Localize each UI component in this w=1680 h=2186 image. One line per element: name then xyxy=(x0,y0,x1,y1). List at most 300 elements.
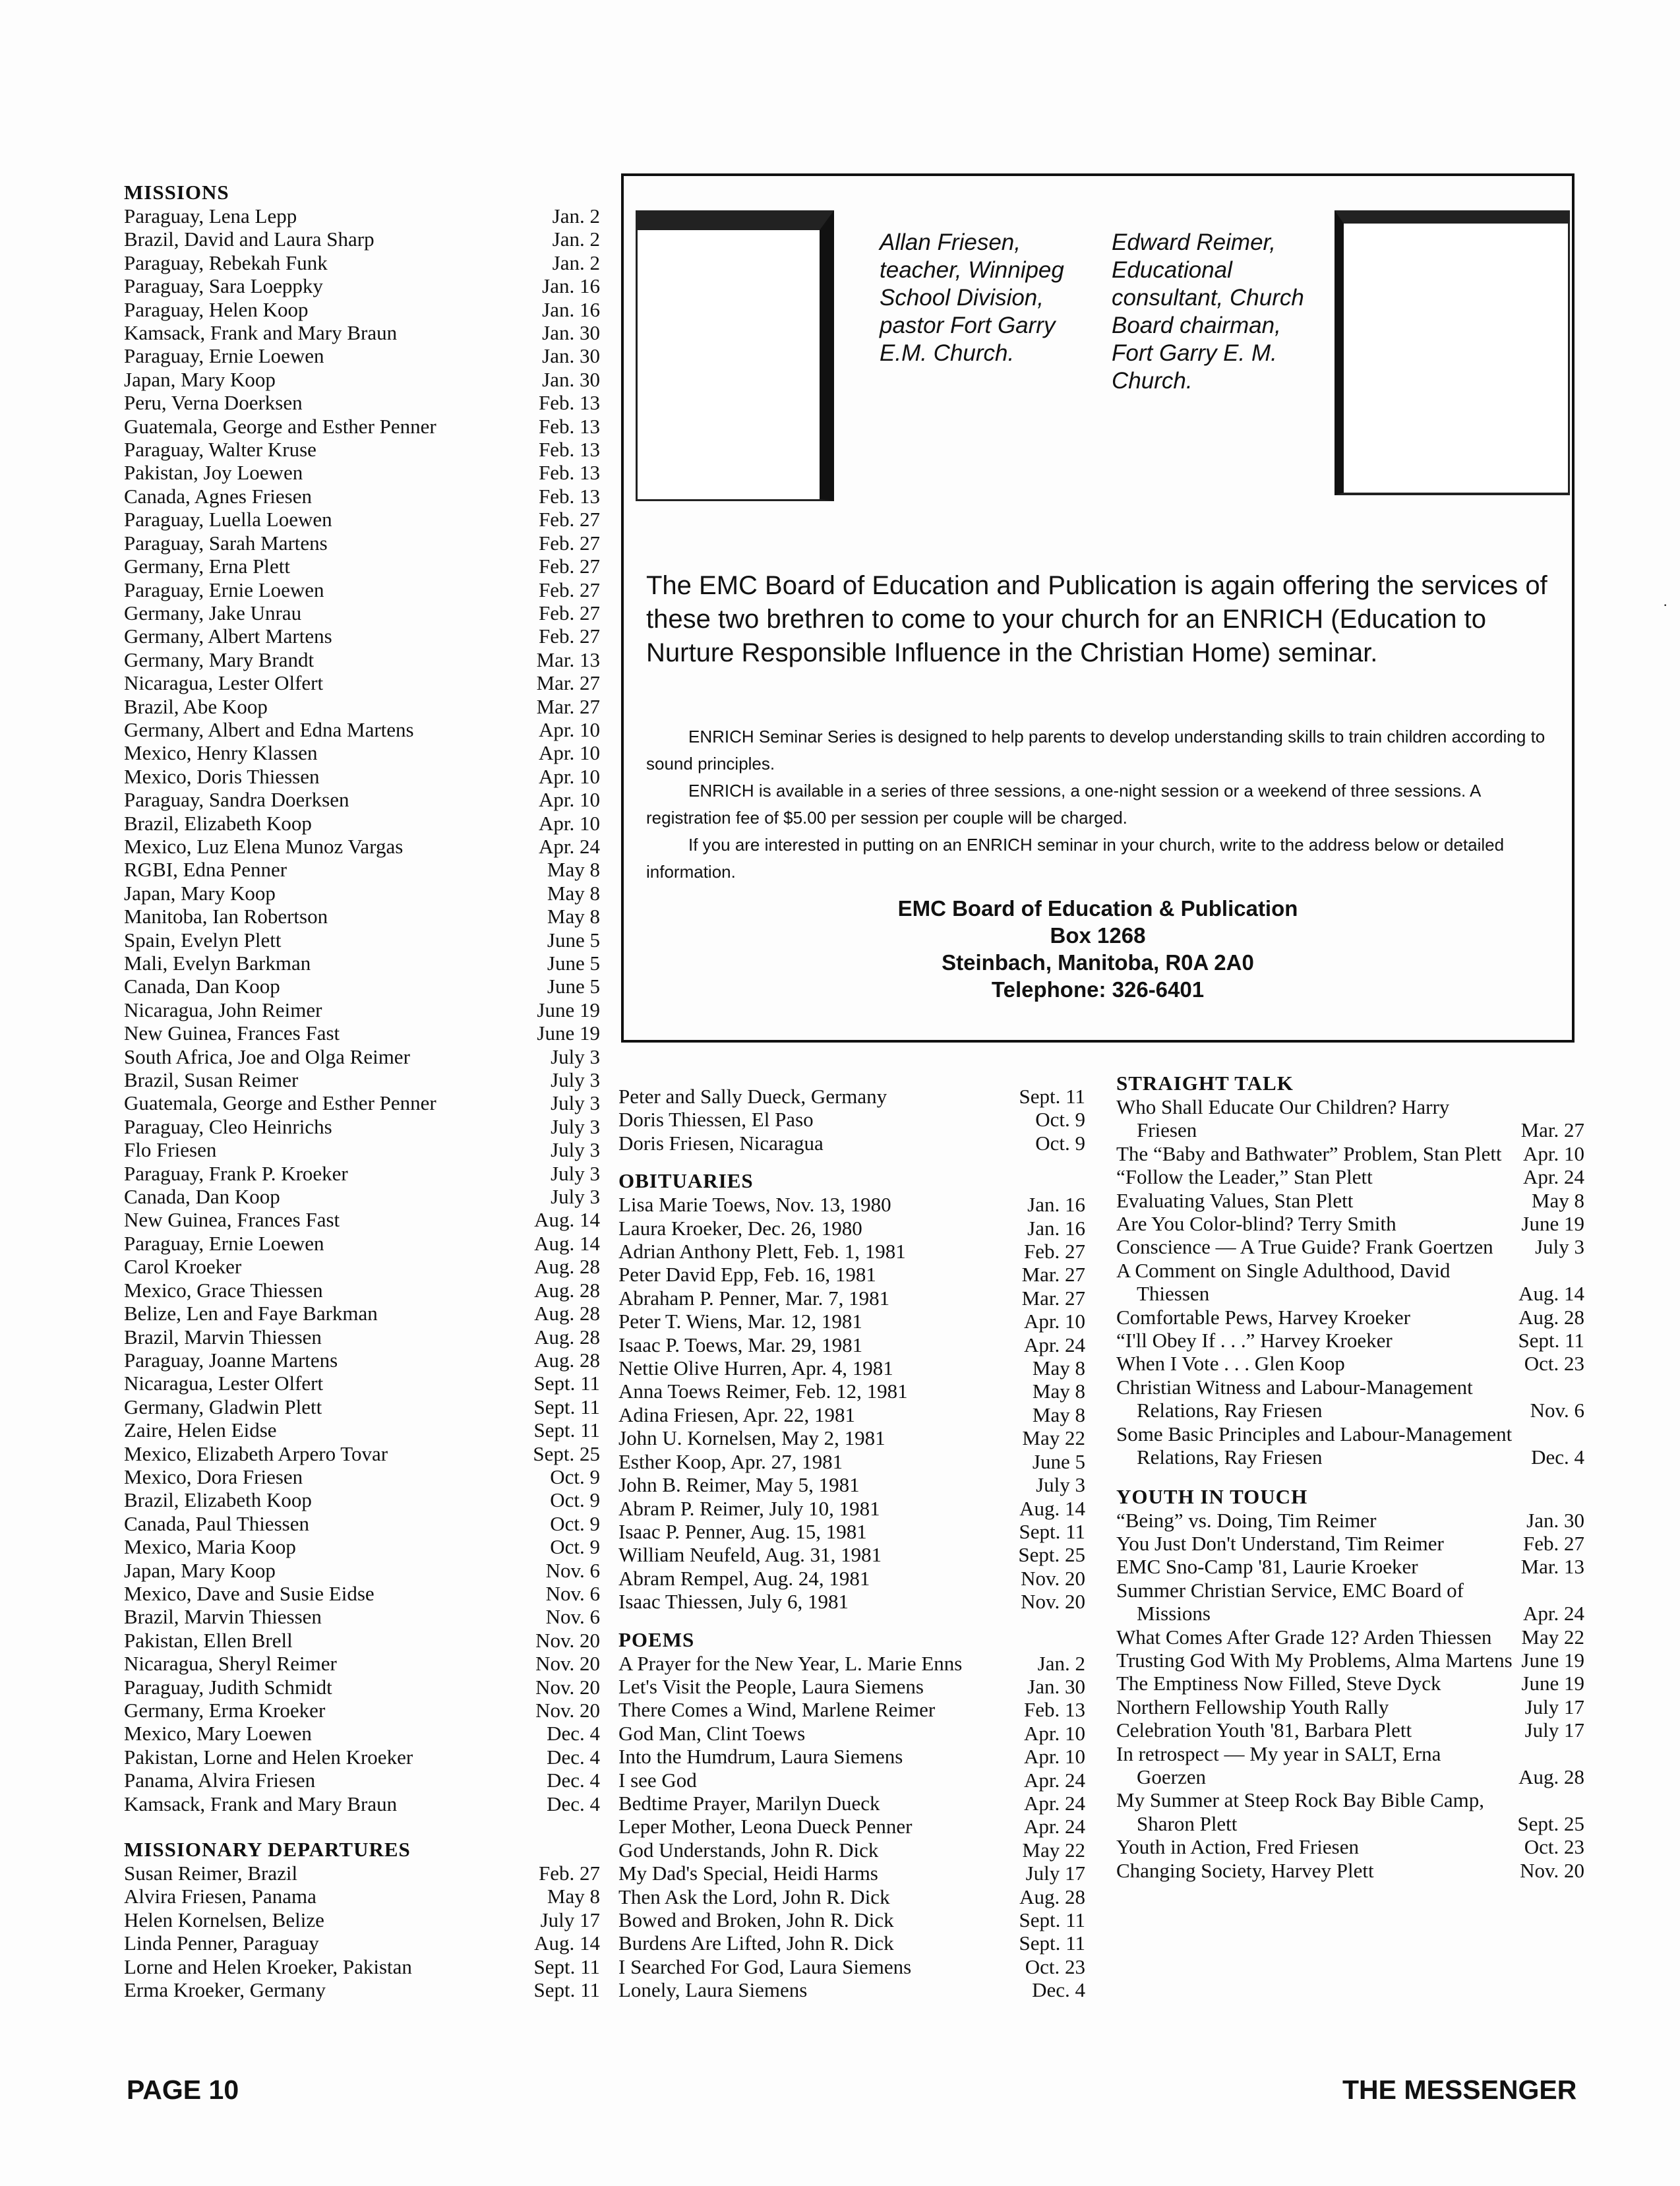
item-date: Jan. 30 xyxy=(542,344,600,368)
item-date: Dec. 4 xyxy=(547,1745,600,1769)
item-date: Apr. 24 xyxy=(1024,1815,1085,1838)
item-date: Apr. 10 xyxy=(539,811,600,835)
item-date: Feb. 27 xyxy=(1024,1240,1085,1263)
item-title: Kamsack, Frank and Mary Braun xyxy=(124,1792,398,1815)
list-item xyxy=(124,391,600,414)
item-date: Apr. 10 xyxy=(539,788,600,812)
item-title: Pakistan, Lorne and Helen Kroeker xyxy=(124,1745,413,1769)
list-item xyxy=(618,1567,1085,1590)
item-title: Japan, Mary Koop xyxy=(124,1558,276,1582)
item-date: Feb. 27 xyxy=(539,578,600,601)
item-date: June 19 xyxy=(1521,1212,1584,1236)
item-title: Paraguay, Ernie Loewen xyxy=(124,344,324,368)
item-date: June 19 xyxy=(537,998,600,1021)
item-date: Apr. 10 xyxy=(1024,1745,1085,1769)
item-date: Nov. 6 xyxy=(545,1605,600,1629)
list-item xyxy=(124,1559,600,1582)
list-item xyxy=(618,1955,1085,1978)
item-date: May 22 xyxy=(1022,1426,1085,1450)
item-date: July 17 xyxy=(540,1908,600,1931)
list-item xyxy=(124,1769,600,1792)
list-item xyxy=(124,204,600,228)
list-item xyxy=(124,975,600,998)
item-title: New Guinea, Frances Fast xyxy=(124,1021,340,1045)
item-title: Anna Toews Reimer, Feb. 12, 1981 xyxy=(618,1380,908,1403)
item-date: Aug. 14 xyxy=(534,1931,600,1955)
item-title: Paraguay, Frank P. Kroeker xyxy=(124,1161,348,1185)
item-date: Nov. 6 xyxy=(545,1581,600,1605)
photo-edward-reimer xyxy=(1335,210,1570,495)
item-title: South Africa, Joe and Olga Reimer xyxy=(124,1045,410,1068)
item-date: Mar. 13 xyxy=(536,648,600,671)
item-title: Mexico, Dora Friesen xyxy=(124,1465,303,1488)
item-date: Feb. 27 xyxy=(539,1862,600,1885)
obituaries-list xyxy=(618,1193,1085,1613)
list-item xyxy=(618,1217,1085,1240)
item-date: Nov. 20 xyxy=(535,1628,600,1652)
left-column xyxy=(124,181,600,2001)
departures-continued-list xyxy=(618,1085,1085,1155)
item-date: Feb. 13 xyxy=(539,438,600,462)
list-item xyxy=(1116,1259,1584,1306)
item-title: Mexico, Henry Klassen xyxy=(124,741,318,765)
list-item xyxy=(124,1138,600,1161)
list-item xyxy=(124,1068,600,1091)
item-title: Mexico, Grace Thiessen xyxy=(124,1278,323,1302)
list-item xyxy=(124,1652,600,1675)
list-item xyxy=(124,1021,600,1045)
list-item xyxy=(124,648,600,671)
item-date: Aug. 28 xyxy=(534,1302,600,1325)
item-title: Germany, Mary Brandt xyxy=(124,648,315,671)
item-date: Apr. 24 xyxy=(1024,1768,1085,1792)
item-date: Sept. 11 xyxy=(533,1372,600,1395)
caption-allan-friesen: Allan Friesen, teacher, Winnipeg School Division, pastor Fort Garry E.M. Church. xyxy=(880,229,1064,366)
item-title: Erma Kroeker, Germany xyxy=(124,1978,326,2002)
list-item xyxy=(618,1426,1085,1449)
item-title: Mexico, Luz Elena Munoz Vargas xyxy=(124,834,404,858)
item-title: Youth in Action, Fred Friesen xyxy=(1116,1835,1360,1859)
list-item xyxy=(124,1862,600,1885)
item-date: Sept. 11 xyxy=(533,1395,600,1418)
item-title: Manitoba, Ian Robertson xyxy=(124,905,328,928)
list-item xyxy=(618,1838,1085,1862)
item-date: June 19 xyxy=(1521,1672,1584,1695)
item-date: Aug. 14 xyxy=(1019,1496,1085,1520)
item-date: June 5 xyxy=(547,975,600,998)
youth-heading: YOUTH IN TOUCH xyxy=(1116,1484,1308,1508)
list-item xyxy=(124,461,600,484)
list-item xyxy=(618,1543,1085,1566)
item-title: Who Shall Educate Our Children? Harry Friesen xyxy=(1116,1095,1450,1142)
item-title: Mali, Evelyn Barkman xyxy=(124,952,311,975)
list-item xyxy=(1116,1695,1584,1718)
item-date: Feb. 13 xyxy=(539,414,600,438)
item-date: July 17 xyxy=(1025,1862,1085,1885)
missions-list xyxy=(124,204,600,1815)
item-date: May 8 xyxy=(547,905,600,928)
ad-para-3: If you are interested in putting on an ENRICH seminar in your church, write to the address below or detailed information. xyxy=(646,835,1505,882)
item-title: Laura Kroeker, Dec. 26, 1980 xyxy=(618,1216,862,1240)
item-title: Flo Friesen xyxy=(124,1138,217,1162)
list-item xyxy=(124,741,600,764)
item-title: Mexico, Elizabeth Arpero Tovar xyxy=(124,1442,388,1465)
item-date: Jan. 2 xyxy=(552,204,600,228)
item-title: God Man, Clint Toews xyxy=(618,1721,806,1745)
item-title: My Summer at Steep Rock Bay Bible Camp, Sharon Plett xyxy=(1116,1788,1484,1835)
list-item xyxy=(124,344,600,367)
list-item xyxy=(124,368,600,391)
list-item xyxy=(124,952,600,975)
list-item xyxy=(124,1582,600,1605)
list-item xyxy=(618,1931,1085,1955)
list-item xyxy=(124,1722,600,1745)
list-item xyxy=(124,1418,600,1442)
item-date: Sept. 11 xyxy=(533,1418,600,1442)
item-date: Apr. 10 xyxy=(1523,1141,1584,1165)
item-date: June 19 xyxy=(537,1021,600,1045)
item-title: Nettie Olive Hurren, Apr. 4, 1981 xyxy=(618,1356,893,1380)
item-date: July 3 xyxy=(551,1138,600,1162)
list-item xyxy=(124,438,600,461)
item-date: Aug. 28 xyxy=(1518,1765,1584,1788)
item-title: Nicaragua, Sheryl Reimer xyxy=(124,1652,337,1676)
item-title: There Comes a Wind, Marlene Reimer xyxy=(618,1698,936,1722)
item-title: John B. Reimer, May 5, 1981 xyxy=(618,1473,860,1497)
list-item xyxy=(1116,1165,1584,1188)
list-item xyxy=(124,1208,600,1231)
item-date: May 8 xyxy=(1032,1356,1085,1380)
item-title: Paraguay, Lena Lepp xyxy=(124,204,297,228)
item-title: Peter and Sally Dueck, Germany xyxy=(618,1085,887,1108)
list-item xyxy=(618,1333,1085,1356)
list-item xyxy=(618,1862,1085,1885)
list-item xyxy=(124,1372,600,1395)
item-title: Trusting God With My Problems, Alma Martens xyxy=(1116,1648,1513,1672)
item-date: July 3 xyxy=(1535,1235,1584,1259)
right-column xyxy=(1116,1072,1584,1882)
item-title: Germany, Albert and Edna Martens xyxy=(124,717,414,741)
list-item xyxy=(618,1675,1085,1698)
item-date: Aug. 28 xyxy=(534,1255,600,1279)
item-title: Mexico, Dave and Susie Eidse xyxy=(124,1581,375,1605)
item-date: Apr. 10 xyxy=(1024,1721,1085,1745)
list-item xyxy=(618,1132,1085,1155)
item-date: Oct. 9 xyxy=(550,1535,600,1559)
list-item xyxy=(618,1885,1085,1908)
item-date: Dec. 4 xyxy=(547,1792,600,1815)
item-title: What Comes After Grade 12? Arden Thiessen xyxy=(1116,1625,1492,1649)
list-item xyxy=(124,1395,600,1418)
item-title: The Emptiness Now Filled, Steve Dyck xyxy=(1116,1672,1441,1695)
list-item xyxy=(124,228,600,251)
list-item xyxy=(618,1240,1085,1263)
list-item xyxy=(124,321,600,344)
item-title: Peru, Verna Doerksen xyxy=(124,391,303,415)
item-title: Christian Witness and Labour-Management Relations, Ray Friesen xyxy=(1116,1375,1473,1422)
item-date: Aug. 14 xyxy=(534,1231,600,1255)
item-date: Apr. 10 xyxy=(539,764,600,788)
item-title: Peter David Epp, Feb. 16, 1981 xyxy=(618,1263,876,1287)
item-title: In retrospect — My year in SALT, Erna Goerzen xyxy=(1116,1742,1441,1788)
item-title: Bedtime Prayer, Marilyn Dueck xyxy=(618,1791,880,1815)
item-title: The “Baby and Bathwater” Problem, Stan Plett xyxy=(1116,1141,1502,1165)
item-title: Doris Thiessen, El Paso xyxy=(618,1108,814,1132)
item-title: Helen Kornelsen, Belize xyxy=(124,1908,324,1931)
item-date: July 3 xyxy=(1036,1473,1085,1497)
item-title: Paraguay, Sara Loeppky xyxy=(124,274,323,298)
item-date: Mar. 27 xyxy=(1021,1263,1085,1287)
list-item xyxy=(124,765,600,788)
item-date: July 3 xyxy=(551,1091,600,1115)
list-item xyxy=(618,1085,1085,1108)
item-date: Oct. 9 xyxy=(1035,1131,1085,1155)
item-title: Summer Christian Service, EMC Board of Missions xyxy=(1116,1578,1464,1625)
list-item xyxy=(1116,1235,1584,1258)
list-item xyxy=(124,1232,600,1255)
list-item xyxy=(1116,1509,1584,1532)
list-item xyxy=(124,1325,600,1349)
item-date: Sept. 25 xyxy=(1517,1811,1584,1835)
item-date: June 5 xyxy=(1032,1449,1085,1473)
addr-line-3: Steinbach, Manitoba, R0A 2A0 xyxy=(942,950,1254,975)
item-date: Sept. 25 xyxy=(1018,1543,1085,1567)
list-item xyxy=(1116,1532,1584,1555)
item-date: Feb. 27 xyxy=(539,555,600,578)
item-date: Aug. 28 xyxy=(534,1348,600,1372)
item-title: Northern Fellowship Youth Rally xyxy=(1116,1695,1389,1718)
item-date: Feb. 27 xyxy=(539,601,600,624)
item-title: Canada, Paul Thiessen xyxy=(124,1511,309,1535)
item-date: Nov. 6 xyxy=(1530,1399,1584,1422)
item-title: Brazil, Abe Koop xyxy=(124,694,268,718)
item-title: When I Vote . . . Glen Koop xyxy=(1116,1352,1345,1376)
item-title: Abram Rempel, Aug. 24, 1981 xyxy=(618,1566,870,1590)
item-date: Dec. 4 xyxy=(547,1722,600,1746)
item-title: Paraguay, Walter Kruse xyxy=(124,438,316,462)
item-date: July 3 xyxy=(551,1045,600,1068)
item-date: Sept. 11 xyxy=(1019,1085,1085,1108)
list-item xyxy=(124,1512,600,1535)
list-item xyxy=(124,1465,600,1488)
list-item xyxy=(618,1310,1085,1333)
list-item xyxy=(124,1302,600,1325)
item-title: Panama, Alvira Friesen xyxy=(124,1769,316,1792)
list-item xyxy=(124,1115,600,1138)
item-date: Nov. 20 xyxy=(1021,1590,1085,1614)
obituaries-heading: OBITUARIES xyxy=(618,1169,754,1193)
item-date: Apr. 24 xyxy=(1024,1791,1085,1815)
list-item xyxy=(618,1356,1085,1380)
list-item xyxy=(618,1745,1085,1768)
item-date: Aug. 28 xyxy=(1518,1305,1584,1329)
list-item xyxy=(124,858,600,881)
list-item xyxy=(618,1769,1085,1792)
middle-column xyxy=(618,1085,1085,2002)
list-item xyxy=(1116,1352,1584,1375)
item-title: Alvira Friesen, Panama xyxy=(124,1885,316,1908)
item-date: Aug. 28 xyxy=(534,1278,600,1302)
straight-talk-list xyxy=(1116,1095,1584,1469)
list-item xyxy=(124,905,600,928)
list-item xyxy=(124,812,600,835)
item-title: Paraguay, Helen Koop xyxy=(124,297,309,321)
list-item xyxy=(124,485,600,508)
item-title: I Searched For God, Laura Siemens xyxy=(618,1955,912,1978)
list-item xyxy=(124,788,600,811)
item-title: Lisa Marie Toews, Nov. 13, 1980 xyxy=(618,1193,891,1217)
list-item xyxy=(618,1287,1085,1310)
youth-list xyxy=(1116,1509,1584,1883)
item-title: Pakistan, Joy Loewen xyxy=(124,461,303,485)
item-date: Apr. 10 xyxy=(1024,1310,1085,1333)
item-date: Jan. 16 xyxy=(1027,1193,1085,1217)
list-item xyxy=(124,274,600,297)
item-date: July 3 xyxy=(551,1114,600,1138)
list-item xyxy=(1116,1306,1584,1329)
item-title: Nicaragua, John Reimer xyxy=(124,998,322,1021)
item-title: Guatemala, George and Esther Penner xyxy=(124,1091,436,1115)
item-title: Germany, Erma Kroeker xyxy=(124,1699,326,1722)
item-date: Sept. 25 xyxy=(533,1442,600,1465)
item-date: Apr. 24 xyxy=(539,834,600,858)
item-title: Isaac P. Penner, Aug. 15, 1981 xyxy=(618,1519,867,1543)
item-date: Apr. 24 xyxy=(1523,1165,1584,1189)
list-item xyxy=(124,835,600,858)
item-date: Feb. 13 xyxy=(539,391,600,415)
list-item xyxy=(1116,1672,1584,1695)
item-title: I see God xyxy=(618,1768,697,1792)
item-title: Zaire, Helen Eidse xyxy=(124,1418,277,1442)
item-title: Celebration Youth '81, Barbara Plett xyxy=(1116,1718,1412,1742)
item-title: Paraguay, Judith Schmidt xyxy=(124,1675,332,1699)
addr-line-1: EMC Board of Education & Publication xyxy=(897,896,1298,921)
item-date: Apr. 10 xyxy=(539,717,600,741)
item-title: Isaac P. Toews, Mar. 29, 1981 xyxy=(618,1333,863,1356)
item-date: Aug. 28 xyxy=(1019,1885,1085,1908)
list-item xyxy=(1116,1555,1584,1578)
list-item xyxy=(124,415,600,438)
item-date: Feb. 27 xyxy=(539,624,600,648)
item-title: Germany, Erna Plett xyxy=(124,555,290,578)
item-date: Mar. 27 xyxy=(536,694,600,718)
item-date: Jan. 2 xyxy=(552,228,600,251)
list-item xyxy=(618,1193,1085,1216)
item-date: Feb. 27 xyxy=(539,508,600,531)
list-item xyxy=(618,1792,1085,1815)
item-date: July 3 xyxy=(551,1161,600,1185)
item-date: Feb. 13 xyxy=(1024,1698,1085,1722)
list-item xyxy=(618,1590,1085,1613)
item-title: Carol Kroeker xyxy=(124,1255,242,1279)
item-title: Canada, Agnes Friesen xyxy=(124,484,312,508)
item-title: Canada, Dan Koop xyxy=(124,1185,280,1209)
item-date: Jan. 2 xyxy=(552,251,600,274)
item-date: Nov. 20 xyxy=(535,1675,600,1699)
item-title: Canada, Dan Koop xyxy=(124,975,280,998)
item-date: Sept. 11 xyxy=(1019,1908,1085,1931)
item-date: Oct. 23 xyxy=(1524,1352,1584,1376)
item-title: Lorne and Helen Kroeker, Pakistan xyxy=(124,1955,412,1978)
item-date: Mar. 13 xyxy=(1520,1555,1584,1579)
item-date: Mar. 27 xyxy=(1520,1118,1584,1142)
list-item xyxy=(124,1605,600,1628)
list-item xyxy=(124,1255,600,1278)
item-title: “I'll Obey If . . .” Harvey Kroeker xyxy=(1116,1329,1393,1352)
list-item xyxy=(618,1380,1085,1403)
item-date: Jan. 2 xyxy=(1037,1651,1085,1675)
item-title: Comfortable Pews, Harvey Kroeker xyxy=(1116,1305,1410,1329)
addr-line-2: Box 1268 xyxy=(1050,923,1146,948)
item-title: A Prayer for the New Year, L. Marie Enns xyxy=(618,1651,963,1675)
list-item xyxy=(1116,1142,1584,1165)
list-item xyxy=(124,1442,600,1465)
item-title: EMC Sno-Camp '81, Laurie Kroeker xyxy=(1116,1555,1418,1579)
item-date: May 8 xyxy=(547,881,600,905)
item-title: Nicaragua, Lester Olfert xyxy=(124,1372,324,1395)
item-date: Jan. 16 xyxy=(542,274,600,298)
list-item xyxy=(124,718,600,741)
item-title: Japan, Mary Koop xyxy=(124,367,276,391)
item-title: You Just Don't Understand, Tim Reimer xyxy=(1116,1531,1444,1555)
list-item xyxy=(124,531,600,555)
item-title: Bowed and Broken, John R. Dick xyxy=(618,1908,894,1931)
item-title: Guatemala, George and Esther Penner xyxy=(124,414,436,438)
item-title: Brazil, Elizabeth Koop xyxy=(124,1488,312,1512)
ad-body xyxy=(646,723,1563,886)
addr-line-4: Telephone: 326-6401 xyxy=(991,977,1205,1002)
item-date: Apr. 10 xyxy=(539,741,600,765)
item-date: July 3 xyxy=(551,1068,600,1092)
list-item xyxy=(124,555,600,578)
list-item xyxy=(618,1108,1085,1131)
item-date: Dec. 4 xyxy=(1032,1978,1085,2002)
item-title: Nicaragua, Lester Olfert xyxy=(124,671,324,695)
list-item xyxy=(124,578,600,601)
list-item xyxy=(124,1279,600,1302)
item-title: Susan Reimer, Brazil xyxy=(124,1862,298,1885)
list-item xyxy=(1116,1189,1584,1212)
departures-list xyxy=(124,1862,600,2001)
item-date: July 17 xyxy=(1524,1718,1584,1742)
item-title: Adina Friesen, Apr. 22, 1981 xyxy=(618,1403,856,1426)
list-item xyxy=(124,1488,600,1511)
item-date: Oct. 9 xyxy=(550,1511,600,1535)
item-date: Apr. 24 xyxy=(1024,1333,1085,1356)
item-date: Jan. 30 xyxy=(1027,1674,1085,1698)
item-title: Lonely, Laura Siemens xyxy=(618,1978,808,2002)
item-date: June 5 xyxy=(547,952,600,975)
list-item xyxy=(124,882,600,905)
item-date: June 5 xyxy=(547,928,600,952)
caption-edward-reimer: Edward Reimer, Educational consultant, Church Board chairman, Fort Garry E. M. Church. xyxy=(1112,229,1304,394)
ad-para-2: ENRICH is available in a series of three sessions, a one-night session or a weekend of three sessions. A registration fee of $5.00 per session per couple will be charged. xyxy=(646,781,1480,828)
list-item xyxy=(618,1403,1085,1426)
item-title: “Follow the Leader,” Stan Plett xyxy=(1116,1165,1373,1189)
departures-heading: MISSIONARY DEPARTURES xyxy=(124,1838,411,1862)
item-title: Leper Mother, Leona Dueck Penner xyxy=(618,1815,913,1838)
ad-address xyxy=(624,895,1572,1003)
item-title: Linda Penner, Paraguay xyxy=(124,1931,319,1955)
list-item xyxy=(124,1091,600,1114)
list-item xyxy=(124,671,600,694)
item-date: Aug. 14 xyxy=(534,1208,600,1232)
item-date: Feb. 13 xyxy=(539,461,600,485)
list-item xyxy=(124,251,600,274)
enrich-ad-box xyxy=(621,173,1575,1043)
list-item xyxy=(1116,1649,1584,1672)
list-item xyxy=(1116,1859,1584,1882)
